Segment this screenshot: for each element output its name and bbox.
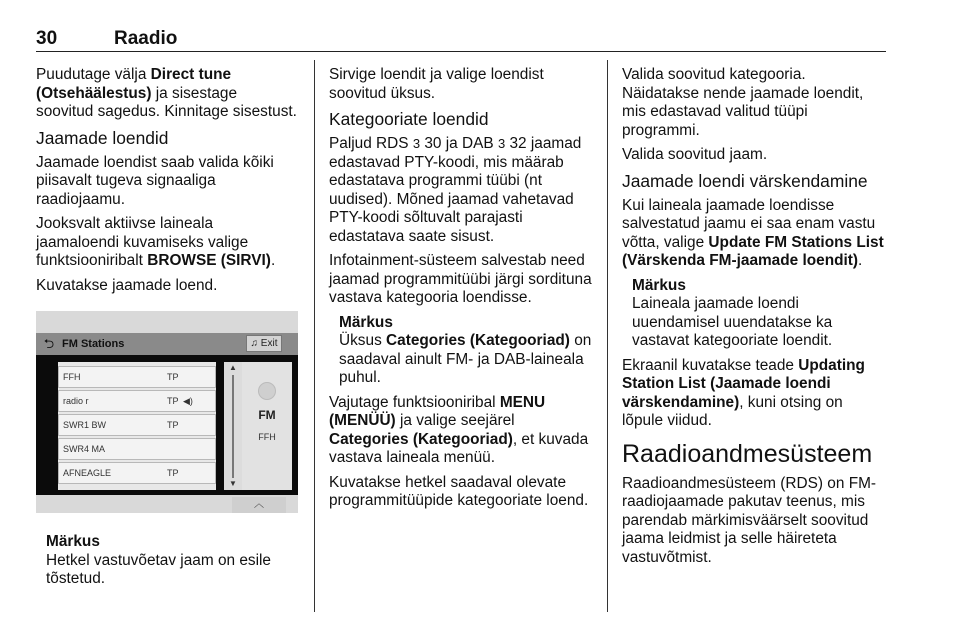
exit-button: ♫ Exit <box>246 335 282 352</box>
paragraph: Jaamade loendist saab valida kõiki piisavalt tugeva signaaliga raadiojaamu. <box>36 153 274 208</box>
heading-update-list: Jaamade loendi värskendamine <box>622 170 868 191</box>
paragraph: Ekraanil kuvatakse teade Updating Station List (Jaamade loendi värskendamine), kuni otsing on lõpule viidud. <box>622 356 865 429</box>
list-item: SWR1 BW TP <box>58 414 216 436</box>
back-arrow-icon: ⮌ <box>43 336 55 351</box>
screen-frame <box>36 333 298 510</box>
paragraph: Näidatakse nende jaamade loendit, mis edastavad valitud tüüpi programmi. <box>622 84 864 139</box>
list-item: FFH TP <box>58 366 216 388</box>
paragraph: Kuvatakse hetkel saadaval olevate programmitüüpide kategooriate loend. <box>329 473 589 509</box>
paragraph: Infotainment-süsteem salvestab need jaamad programmitüübi järgi sordituna vastava kategooria loendisse. <box>329 252 592 306</box>
paragraph: Valida soovitud jaam. <box>622 146 768 163</box>
note: Märkus Hetkel vastuvõetav jaam on esile tõstetud. <box>46 533 271 587</box>
paragraph: Valida soovitud kategooria. <box>622 66 806 83</box>
list-item: radio r TP ◀) <box>58 390 216 412</box>
paragraph: Puudutage välja Direct tune (Otsehäälestus) ja sisestage soovitud sagedus. Kinnitage sisestust. <box>36 66 297 120</box>
current-station: FFH <box>258 432 276 442</box>
radio-icon <box>258 382 276 400</box>
speaker-icon: ◀) <box>183 396 193 406</box>
heading-station-lists: Jaamade loendid <box>36 127 169 148</box>
column-2 <box>329 66 593 517</box>
expand-button <box>232 497 286 513</box>
station-list <box>58 362 216 490</box>
note: Märkus Üksus Categories (Kategooriad) on saadaval ainult FM- ja DAB-laineala puhul. <box>339 313 592 386</box>
page-reference-icon: 3 <box>497 136 506 151</box>
list-item: SWR4 MA <box>58 438 216 460</box>
column-3 <box>622 66 888 573</box>
chevron-up-icon: ▲ <box>229 363 237 372</box>
band-label: FM <box>258 408 276 422</box>
header-divider <box>36 51 886 52</box>
column-divider <box>314 60 315 612</box>
chevron-up-icon: ︿ <box>254 499 264 510</box>
note: Märkus Laineala jaamade loendi uuendamisel uuendatakse ka vastavat kategooriate loendit. <box>632 276 833 349</box>
heading-category-lists: Kategooriate loendid <box>329 109 489 129</box>
list-item: AFNEAGLE TP <box>58 462 216 484</box>
page-title: Raadio <box>114 28 178 49</box>
paragraph: Raadioandmesüsteem (RDS) on FM-raadiojaamade pakutav teenus, mis parendab märkimisväärselt soovitud jaama leidmist ja selle häireteta vastuvõtmist. <box>622 474 877 566</box>
paragraph: Kui laineala jaamade loendisse salvestatud jaamu ei saa enam vastu võtta, valige Update FM Stations List (Värskenda FM-jaamade loendit). <box>622 196 884 269</box>
paragraph: Vajutage funktsiooniribal MENU (MENÜÜ) ja valige seejärel Categories (Kategooriad), et kuvada vastava laineala menüü. <box>329 393 589 466</box>
chevron-down-icon: ▼ <box>229 479 237 488</box>
paragraph: Paljud RDS 3 30 ja DAB 3 32 jaamad edastavad PTY-koodi, mis määrab edastatava programmi tüübi (nt uudised). Mõned jaamad vahetavad PTY-koodi sõltuvalt parajasti edastatava saate sisust. <box>329 135 582 245</box>
screen-title: FM Stations <box>62 338 125 350</box>
infotainment-screenshot <box>36 311 298 513</box>
page-number: 30 <box>36 28 58 49</box>
heading-rds: Raadioandmesüsteem <box>622 439 873 468</box>
paragraph: Kuvatakse jaamade loend. <box>36 276 218 294</box>
paragraph: Jooksvalt aktiivse laineala jaamaloendi kuvamiseks valige funktsiooniribalt BROWSE (SIRVI). <box>36 215 276 269</box>
now-playing-panel <box>242 362 292 490</box>
paragraph: Sirvige loendit ja valige loendist soovitud üksus. <box>329 66 544 102</box>
column-1 <box>36 66 298 595</box>
scrollbar <box>224 362 242 490</box>
page-reference-icon: 3 <box>412 136 421 151</box>
page-header <box>36 30 884 52</box>
column-divider <box>607 60 608 612</box>
screen-title-bar <box>36 333 298 355</box>
